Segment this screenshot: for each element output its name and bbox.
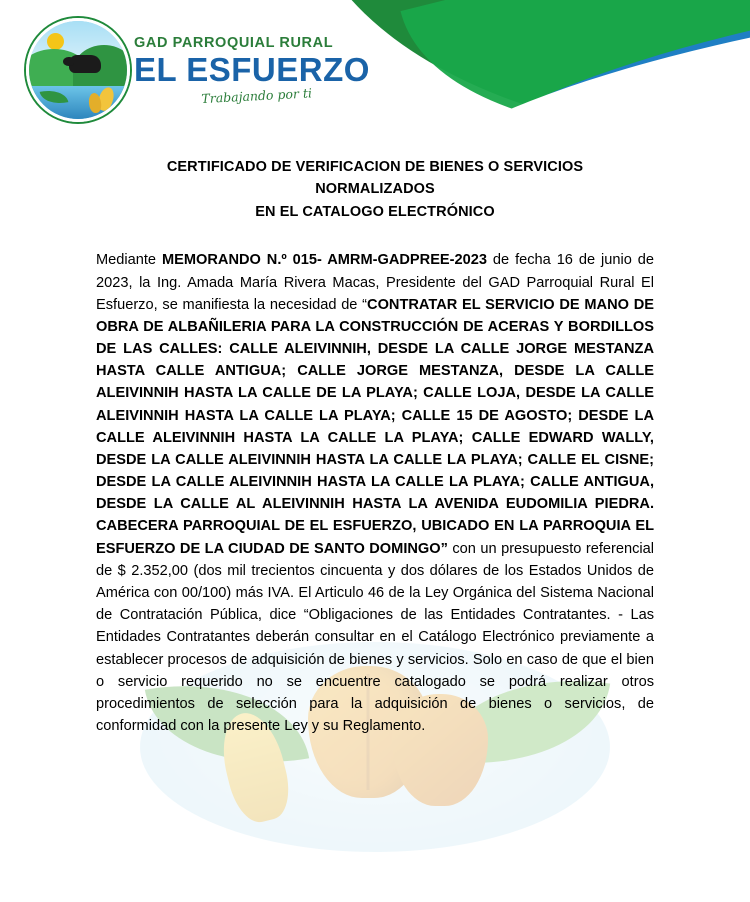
- logo-text-block: [134, 36, 434, 105]
- cow-icon: [69, 55, 101, 73]
- page-title-line2: NORMALIZADOS: [315, 181, 435, 198]
- page-title-line3: EN EL CATALOGO ELECTRÓNICO: [255, 203, 495, 220]
- paragraph-intro: Mediante: [96, 252, 162, 269]
- memorandum-reference: MEMORANDO N.º 015- AMRM-GADPREE-2023: [161, 252, 487, 269]
- page-title: [70, 156, 680, 223]
- sun-icon: [47, 33, 64, 50]
- paragraph-context: de fecha 16 de junio de 2023, la Ing. Amada María Rivera Macas, Presidente del GAD Parroquial Rural El Esfuerzo, se manifiesta la necesidad de “: [96, 252, 654, 313]
- paragraph-closing: con un presupuesto referencial de $ 2.352,00 (dos mil trecientos cincuenta y dos dólares de los Estados Unidos de América con 00/100) más IVA. El Articulo 46 de la Ley Orgánica del Sistema Nacional de Contratación Pública, dice “Obligaciones de las Entidades Contratantes. - Las Entidades Contratantes deberán consultar en el Catálogo Electrónico previamente a establecer procesos de adquisición de bienes y servicios. Solo en caso de que el bien o servicio requerido no se encuentre catalogado se podrá realizar otros procedimientos de selección para la adquisición de bienes o servicios, de conformidad con la presente Ley y su Reglamento.: [96, 540, 655, 735]
- landscape-cow-emblem-icon: [26, 18, 130, 122]
- contract-object: CONTRATAR EL SERVICIO DE MANO DE OBRA DE ALBAÑILERIA PARA LA CONSTRUCCIÓN DE ACERAS Y BORDILLOS DE LAS CALLES: CALLE ALEIVINNIH, DESDE LA CALLE JORGE MESTANZA HASTA CALLE ANTIGUA; CALLE JORGE MESTANZA, DESDE LA CALLE ALEIVINNIH HASTA LA CALLE DE LA PLAYA; CALLE LOJA, DESDE LA CALLE ALEIVINNIH HASTA LA CALLE LA PLAYA; CALLE 15 DE AGOSTO; DESDE LA CALLE ALEIVINNIH HASTA LA CALLE LA PLAYA; CALLE EDWARD WALLY, DESDE LA CALLE ALEIVINNIH HASTA LA CALLE LA PLAYA; CALLE EL CISNE; DESDE LA CALLE ALEIVINNIH HASTA LA CALLE LA PLAYA; CALLE ANTIGUA, DESDE LA CALLE AL ALEIVINNIH HASTA LA AVENIDA EUDOMILIA PIEDRA. CABECERA PARROQUIAL DE EL ESFUERZO, UBICADO EN LA PARROQUIA EL ESFUERZO DE LA CIUDAD DE SANTO DOMINGO”: [96, 296, 654, 557]
- org-name-line2: EL ESFUERZO: [134, 50, 370, 88]
- document-header: [0, 0, 750, 132]
- document-body: [96, 249, 654, 737]
- body-paragraph-1: [96, 249, 654, 737]
- org-name-line1: GAD PARROQUIAL RURAL: [134, 35, 334, 51]
- org-tagline: Trabajando por ti: [201, 85, 313, 107]
- page-title-line1: CERTIFICADO DE VERIFICACION DE BIENES O SERVICIOS: [166, 159, 584, 175]
